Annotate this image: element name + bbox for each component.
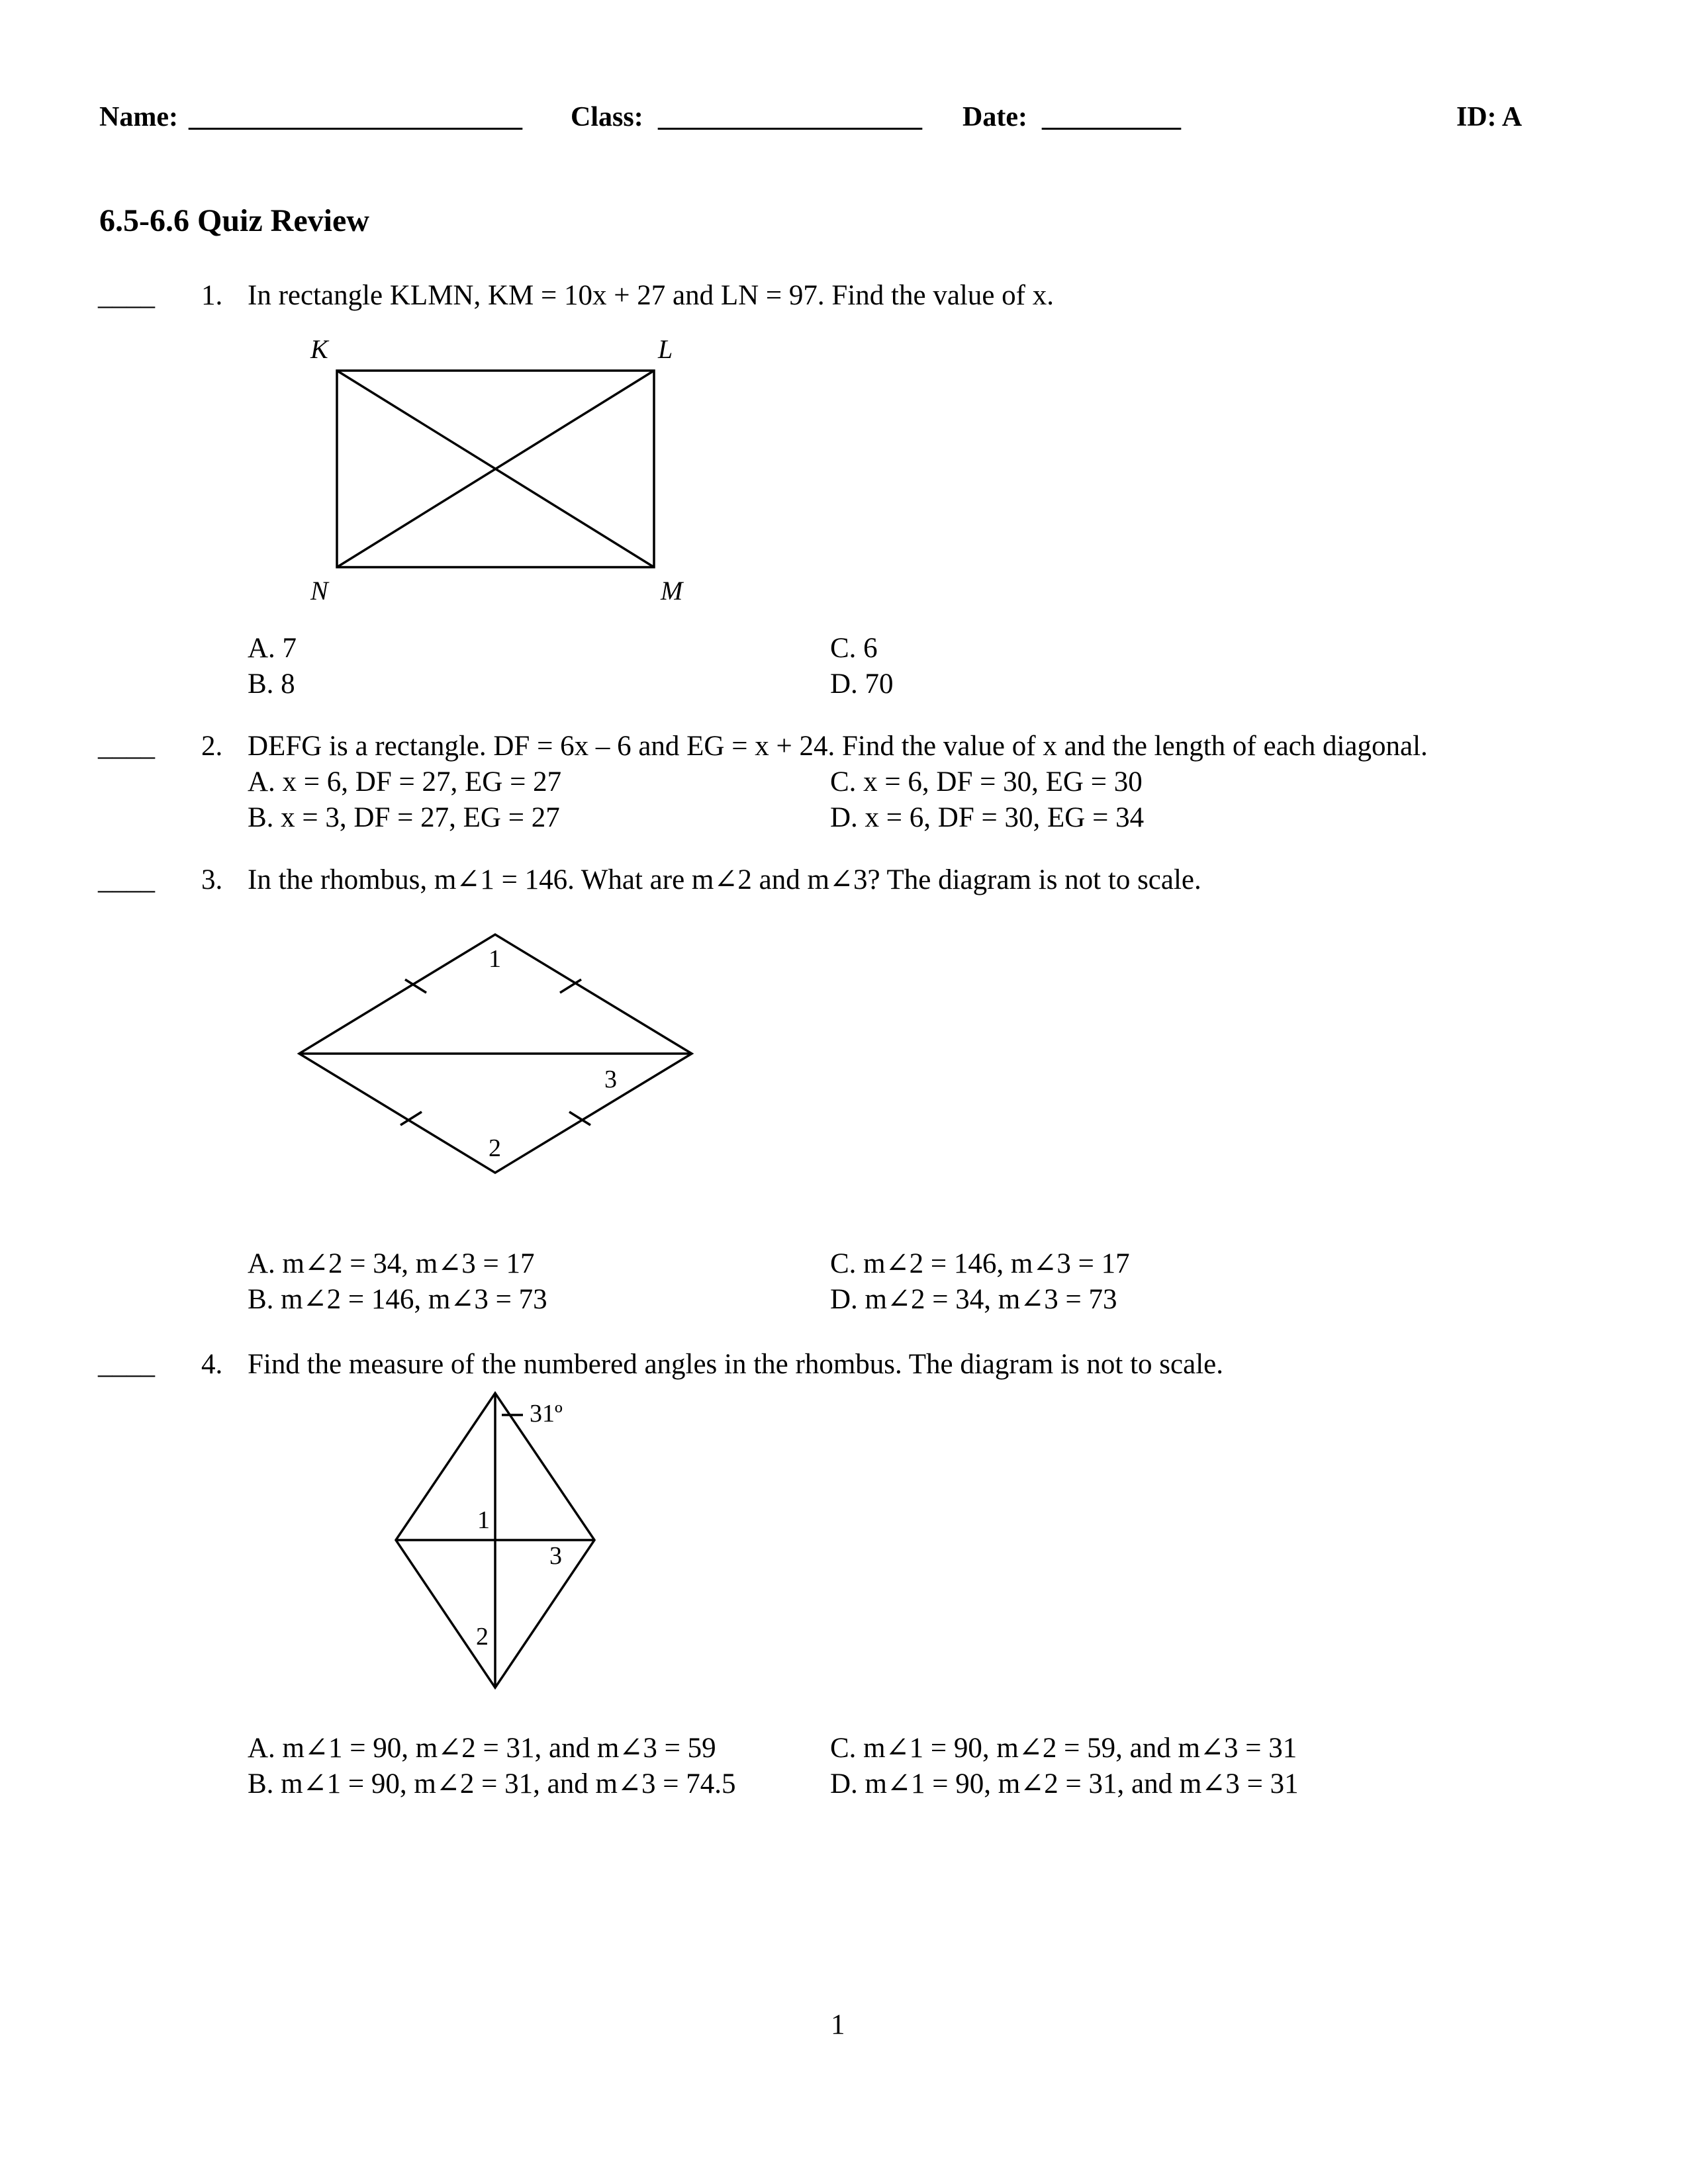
class-line[interactable]: ___________________ bbox=[658, 102, 922, 132]
vertex-label-l: L bbox=[658, 334, 673, 364]
choice-1c[interactable]: C. 6 bbox=[830, 633, 878, 664]
question-stem-1: In rectangle KLMN, KM = 10x + 27 and LN = 97. Find the value of x. bbox=[248, 280, 1055, 311]
question-stem-4: Find the measure of the numbered angles in the rhombus. The diagram is not to scale. bbox=[248, 1349, 1223, 1380]
angle-label-4-3: 3 bbox=[549, 1542, 562, 1570]
choice-2c[interactable]: C. x = 6, DF = 30, EG = 30 bbox=[830, 766, 1143, 797]
angle-label-31: 31º bbox=[530, 1400, 563, 1428]
date-label: Date: bbox=[962, 102, 1027, 132]
answer-blank-3[interactable]: ____ bbox=[98, 864, 155, 895]
angle-label-1: 1 bbox=[489, 945, 501, 973]
choice-3b[interactable]: B. m∠2 = 146, m∠3 = 73 bbox=[248, 1284, 547, 1315]
id-label: ID: A bbox=[1456, 102, 1523, 132]
choice-2d[interactable]: D. x = 6, DF = 30, EG = 34 bbox=[830, 802, 1145, 833]
page-title: 6.5-6.6 Quiz Review bbox=[99, 203, 369, 238]
choice-4a[interactable]: A. m∠1 = 90, m∠2 = 31, and m∠3 = 59 bbox=[248, 1733, 716, 1764]
choice-3d[interactable]: D. m∠2 = 34, m∠3 = 73 bbox=[830, 1284, 1117, 1315]
choice-1d[interactable]: D. 70 bbox=[830, 668, 894, 700]
choice-4b[interactable]: B. m∠1 = 90, m∠2 = 31, and m∠3 = 74.5 bbox=[248, 1768, 736, 1799]
angle-label-4-1: 1 bbox=[477, 1506, 490, 1534]
name-label: Name: bbox=[99, 102, 178, 132]
answer-blank-2[interactable]: ____ bbox=[98, 731, 155, 762]
angle-label-4-2: 2 bbox=[476, 1623, 489, 1651]
choice-4c[interactable]: C. m∠1 = 90, m∠2 = 59, and m∠3 = 31 bbox=[830, 1733, 1297, 1764]
question-number-2: 2. bbox=[201, 731, 223, 762]
answer-blank-1[interactable]: ____ bbox=[98, 280, 155, 311]
page-number: 1 bbox=[831, 2009, 845, 2040]
choice-1a[interactable]: A. 7 bbox=[248, 633, 297, 664]
choice-2b[interactable]: B. x = 3, DF = 27, EG = 27 bbox=[248, 802, 560, 833]
choice-3a[interactable]: A. m∠2 = 34, m∠3 = 17 bbox=[248, 1248, 535, 1279]
question-stem-3: In the rhombus, m∠1 = 146. What are m∠2 and m∠3? The diagram is not to scale. bbox=[248, 864, 1201, 895]
question-number-1: 1. bbox=[201, 280, 223, 311]
name-line[interactable]: ________________________ bbox=[189, 102, 522, 132]
question-stem-2: DEFG is a rectangle. DF = 6x – 6 and EG = x + 24. Find the value of x and the length of each diagonal. bbox=[248, 731, 1428, 762]
choice-2a[interactable]: A. x = 6, DF = 27, EG = 27 bbox=[248, 766, 562, 797]
answer-blank-4[interactable]: ____ bbox=[98, 1349, 155, 1380]
choice-1b[interactable]: B. 8 bbox=[248, 668, 295, 700]
vertex-label-k: K bbox=[310, 334, 328, 364]
angle-label-2: 2 bbox=[489, 1134, 501, 1162]
angle-label-3: 3 bbox=[604, 1066, 617, 1093]
vertex-label-m: M bbox=[661, 576, 683, 606]
choice-3c[interactable]: C. m∠2 = 146, m∠3 = 17 bbox=[830, 1248, 1130, 1279]
question-number-3: 3. bbox=[201, 864, 223, 895]
date-line[interactable]: __________ bbox=[1042, 102, 1181, 132]
choice-4d[interactable]: D. m∠1 = 90, m∠2 = 31, and m∠3 = 31 bbox=[830, 1768, 1299, 1799]
question-number-4: 4. bbox=[201, 1349, 223, 1380]
vertex-label-n: N bbox=[310, 576, 328, 606]
class-label: Class: bbox=[571, 102, 643, 132]
